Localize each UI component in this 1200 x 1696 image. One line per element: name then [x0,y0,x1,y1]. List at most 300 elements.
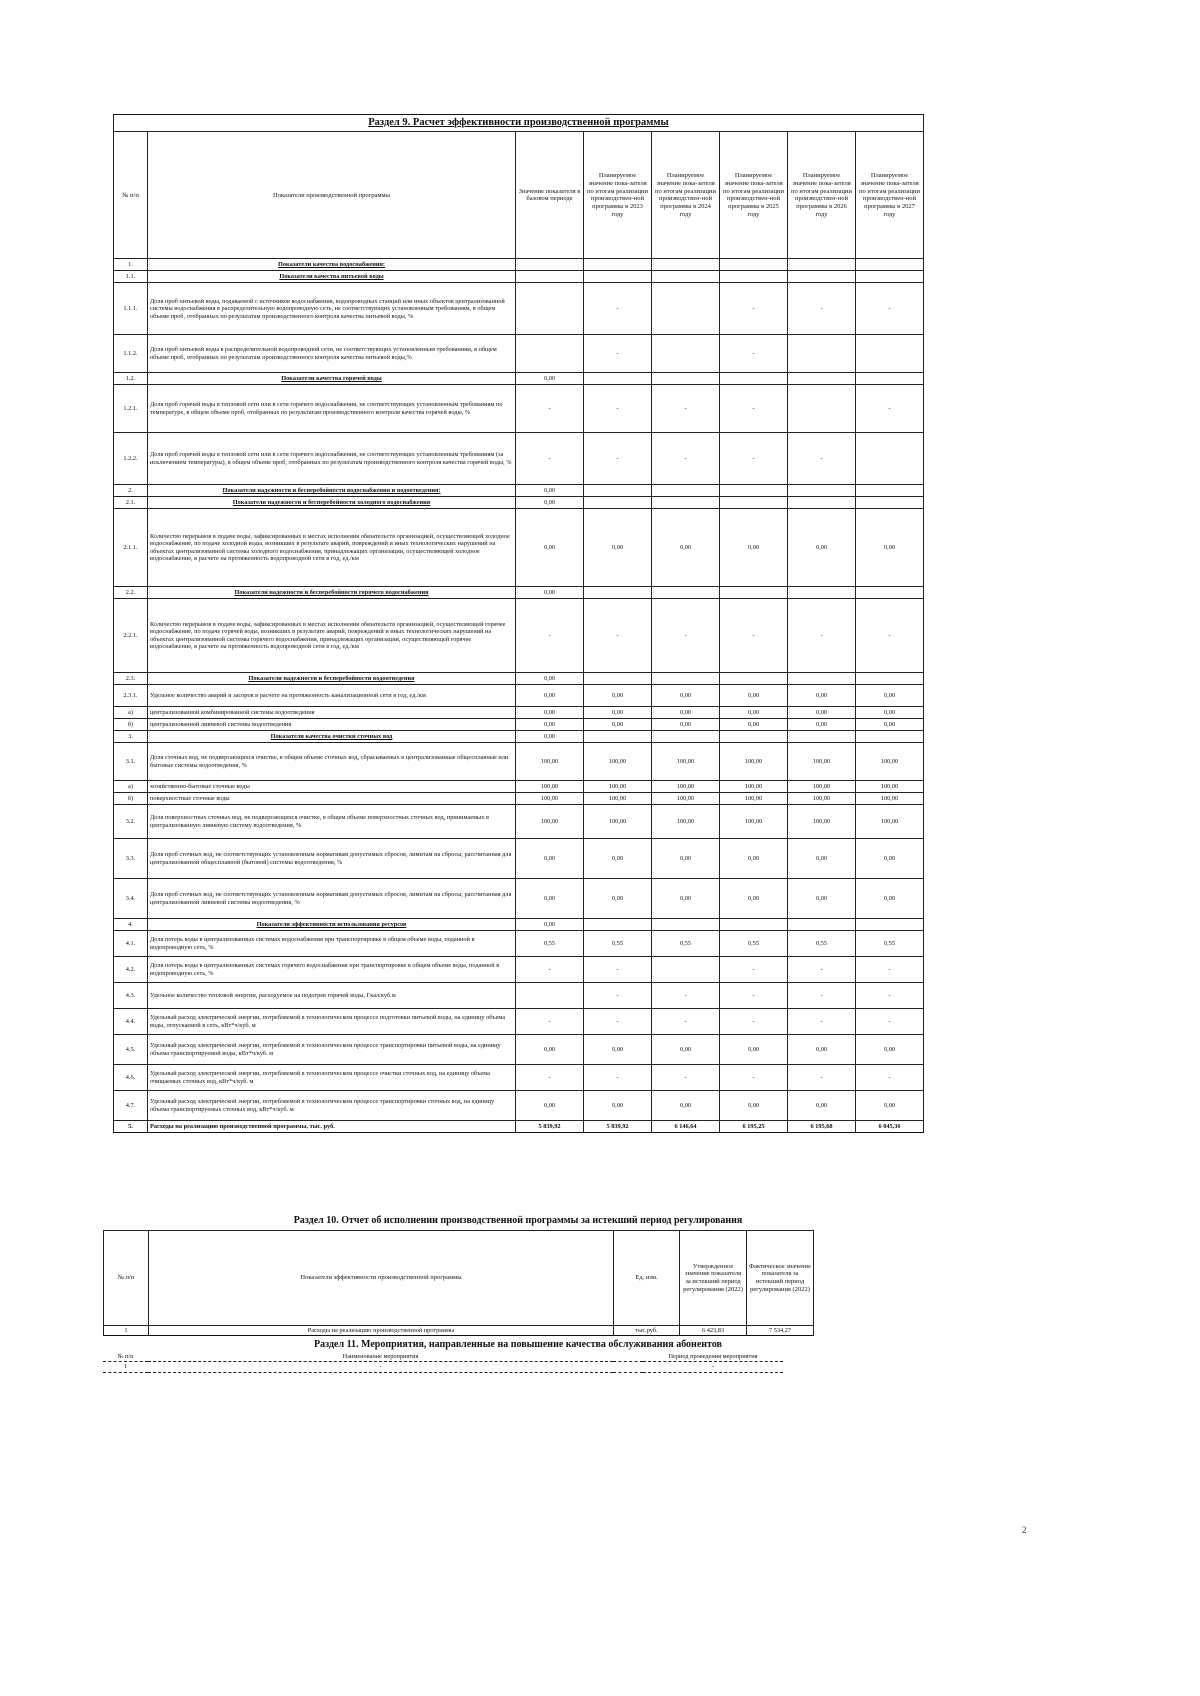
row-value: 0,00 [516,485,584,497]
table-row [114,879,924,919]
row-value: 0,00 [584,1091,652,1121]
row-value: 100,00 [856,743,924,781]
row-value: - [652,983,720,1009]
row-value: 100,00 [720,743,788,781]
table-row [114,743,924,781]
row-num: 1.1. [114,271,148,283]
row-value: 6 045,36 [856,1121,924,1133]
s10-row-num: 1 [104,1326,149,1336]
row-value: 0,00 [856,879,924,919]
row-name: Доля поверхностных сточных вод, не подвергающихся очистке, в общем объеме поверхностных сточных вод, принимаемых в централизованную ливневую систему водоотведения, % [148,805,516,839]
row-value: 0,00 [788,879,856,919]
s11-header-name: Наименование мероприятия [148,1352,613,1362]
row-value [720,673,788,685]
s11-row-num: 1 [103,1362,148,1372]
row-value: 0,55 [788,931,856,957]
row-value: 100,00 [584,793,652,805]
table-row [114,707,924,719]
row-name: Расходы на реализацию производственной программы, тыс. руб. [148,1121,516,1133]
s10-header-unit: Ед. изм. [614,1231,680,1326]
row-value: - [856,385,924,433]
row-value: 0,00 [856,1035,924,1065]
row-value: - [584,433,652,485]
s10-row-name: Расходы на реализацию производственной программы [149,1326,614,1336]
row-value [652,919,720,931]
s10-blank [814,1231,854,1326]
row-name: централизованной ливневой системы водоотведения [148,719,516,731]
row-value: - [652,599,720,673]
row-name: централизованной комбинированной системы водоотведения [148,707,516,719]
row-value [516,335,584,373]
row-value: - [788,983,856,1009]
row-value: 0,00 [856,707,924,719]
row-value: - [516,1065,584,1091]
header-num: № п/п [114,132,148,259]
row-name: Удельный расход электрической энергии, потребляемой в технологическом процессе подготовки питьевой воды, на единицу объема воды, отпускаемой в сеть, кВт*ч/куб. м [148,1009,516,1035]
row-value: 100,00 [856,793,924,805]
row-value [652,731,720,743]
row-value: 0,00 [516,719,584,731]
row-value: 0,00 [788,685,856,707]
row-value [856,259,924,271]
row-name: Удельный расход электрической энергии, потребляемой в технологическом процессе транспортировки питьевой воды, на единицу объема транспортируемой воды, кВт*ч/куб. м [148,1035,516,1065]
row-value [856,373,924,385]
header-base: Значение показателя в базовом периоде [516,132,584,259]
section10-table [103,1230,854,1336]
row-value: 100,00 [584,743,652,781]
row-value: - [652,385,720,433]
row-value: 0,00 [516,373,584,385]
row-value: 100,00 [652,793,720,805]
row-value: 0,00 [516,1091,584,1121]
row-value: - [788,957,856,983]
row-value [516,283,584,335]
table-row [114,599,924,673]
row-value [584,485,652,497]
row-value [856,731,924,743]
row-value [720,373,788,385]
table-row [103,1362,853,1372]
row-value: 100,00 [788,805,856,839]
row-value [652,957,720,983]
row-value: 0,00 [652,1035,720,1065]
row-value: 0,00 [720,707,788,719]
row-value: 0,00 [720,1035,788,1065]
row-name: Показатели надежности и бесперебойности водоснабжения и водоотведения: [148,485,516,497]
row-value: 100,00 [584,805,652,839]
section11-title: Раздел 11. Мероприятия, направленные на повышение качества обслуживания абонентов [314,1339,722,1350]
row-value: 100,00 [516,805,584,839]
row-value: 0,00 [788,707,856,719]
row-num: 5. [114,1121,148,1133]
s10-header-num: № п/п [104,1231,149,1326]
row-name: Показатели надежности и бесперебойности горячего водоснабжения [148,587,516,599]
row-num: 3.4. [114,879,148,919]
row-value: 100,00 [788,781,856,793]
row-value: 0,00 [516,509,584,587]
row-value: 100,00 [856,781,924,793]
row-value: - [584,335,652,373]
s11-row-period: - [643,1362,783,1372]
row-value: 100,00 [788,793,856,805]
row-value: 0,00 [584,707,652,719]
header-2025: Планируемое значение пока-зателя по итогам реализации производствен-ной программы в 2025 году [720,132,788,259]
row-name: Удельное количество аварий и засоров в расчете на протяженность канализационной сети в год, ед./км [148,685,516,707]
row-value: - [856,599,924,673]
row-value: 0,00 [788,509,856,587]
row-value [856,497,924,509]
row-value [652,485,720,497]
row-num: 2.1. [114,497,148,509]
row-value [516,259,584,271]
row-value: 0,00 [516,839,584,879]
s10-blank-cell [814,1326,854,1336]
row-value: 0,00 [856,685,924,707]
table-row [114,587,924,599]
row-value [720,485,788,497]
row-value: 0,00 [516,919,584,931]
header-2024: Планируемое значение пока-зателя по итогам реализации производствен-ной программы в 2024 году [652,132,720,259]
row-value: 0,00 [584,719,652,731]
row-value: - [584,385,652,433]
row-name: Доля проб сточных вод, не соответствующих установленным нормативам допустимых сбросов, лимитам на сбросы, рассчитанная для централизованной ливневой системы водоотведения, % [148,879,516,919]
s11-header-period: Период проведения мероприятия [643,1352,783,1362]
row-name: Доля проб питьевой воды, подаваемой с источников водоснабжения, водопроводных станций или иных объектов централизованной системы водоснабжения в распределительную водопроводную сеть, не соответствующих установленным требованиям, в общем объеме проб, отобранных по результатам производственного контроля качества питьевой воды, % [148,283,516,335]
row-value: 0,00 [652,879,720,919]
s10-header-approved: Утвержденное значение показателя за истекший период регулирования (2022) [680,1231,747,1326]
row-name: Количество перерывов в подаче воды, зафиксированных в местах исполнения обязательств организацией, осуществляющей холодное водоснабжение, по подаче холодной воды, возникших в результате аварий, повреждений и иных технологических нарушений на объектах централизованной системы холодного водоснабжения, принадлежащих организации, осуществляющей холодное водоснабжение, в расчете на протяженность водопроводной сети в год, ед./км [148,509,516,587]
row-num: 2. [114,485,148,497]
row-num: 1.1.1. [114,283,148,335]
row-value: 100,00 [856,805,924,839]
row-value: 0,00 [516,1035,584,1065]
table-row [114,1065,924,1091]
row-value: 0,00 [788,1091,856,1121]
table-row [114,1009,924,1035]
row-value: - [516,1009,584,1035]
row-name: хозяйственно-бытовые сточные воды [148,781,516,793]
row-value: 0,00 [516,731,584,743]
row-value: 5 839,92 [516,1121,584,1133]
row-value [584,373,652,385]
table-row [114,509,924,587]
s11-row-blank [783,1362,853,1372]
row-name: Удельный расход электрической энергии, потребляемой в технологическом процессе транспортировки сточных вод, на единицу объема транспортируемых сточных вод, кВт*ч/куб. м [148,1091,516,1121]
row-value: 0,55 [720,931,788,957]
row-value: - [584,599,652,673]
table-row [114,793,924,805]
row-value [788,497,856,509]
row-value [652,673,720,685]
row-value: 0,00 [652,509,720,587]
row-num: 4.3. [114,983,148,1009]
row-value [652,497,720,509]
row-value: 0,00 [788,1035,856,1065]
document-sheet [113,114,923,1371]
s10-row-unit: тыс.руб. [614,1326,680,1336]
row-value [652,271,720,283]
row-num: 2.2.1. [114,599,148,673]
row-value: 0,00 [584,839,652,879]
row-value [584,271,652,283]
row-value: 0,00 [720,509,788,587]
row-num: 4. [114,919,148,931]
row-value [584,497,652,509]
row-num: а) [114,781,148,793]
row-value: 0,55 [584,931,652,957]
row-name: Показатели качества горячей воды [148,373,516,385]
row-value: - [856,983,924,1009]
table-row [114,271,924,283]
row-name: Доля сточных вод, не подвергающихся очистке, в общем объеме сточных вод, сбрасываемых в централизованные общесплавные или бытовые системы водоотведения, % [148,743,516,781]
row-value: 0,00 [720,879,788,919]
row-num: 4.5. [114,1035,148,1065]
section9-title: Раздел 9. Расчет эффективности производственной программы [114,115,924,132]
row-name: Удельный расход электрической энергии, потребляемой в технологическом процессе очистки сточных вод, на единицу объема очищаемых сточных вод, кВт*ч/куб. м [148,1065,516,1091]
row-value: - [856,1065,924,1091]
row-value: 0,00 [584,509,652,587]
row-value: 100,00 [516,743,584,781]
s11-row-name: - [148,1362,613,1372]
row-num: 2.3. [114,673,148,685]
row-value: - [720,957,788,983]
row-num: 2.3.1. [114,685,148,707]
s10-header-name: Показатели эффективности производственной программы [149,1231,614,1326]
row-value [788,587,856,599]
row-value [652,587,720,599]
section10-title: Раздел 10. Отчет об исполнении производственной программы за истекший период регулирования [293,1215,743,1226]
table-row [114,259,924,271]
row-num: 1.2. [114,373,148,385]
row-value: - [856,957,924,983]
header-2027: Планируемое значение пока-зателя по итогам реализации производствен-ной программы в 2027 году [856,132,924,259]
row-name: Доля потерь воды в централизованных системах водоснабжения при транспортировке в общем объеме воды, поданной в водопроводную сеть, % [148,931,516,957]
row-value: 100,00 [788,743,856,781]
row-value: 0,55 [652,931,720,957]
table-row [114,839,924,879]
row-value: - [720,385,788,433]
row-value: 100,00 [720,805,788,839]
row-num: 4.2. [114,957,148,983]
row-value [516,983,584,1009]
row-value [720,259,788,271]
row-value [788,335,856,373]
row-value [516,271,584,283]
row-value: - [652,1009,720,1035]
s11-blank [783,1352,853,1362]
table-row [114,957,924,983]
row-value [652,373,720,385]
row-value: 6 195,68 [788,1121,856,1133]
row-name: Показатели качества очистки сточных вод [148,731,516,743]
row-value [720,919,788,931]
row-num: а) [114,707,148,719]
row-value: 100,00 [516,793,584,805]
row-num: 3. [114,731,148,743]
row-num: 3.2. [114,805,148,839]
row-name: Количество перерывов в подаче воды, зафиксированных в местах исполнения обязательств организацией, осуществляющей горячее водоснабжение, по подаче горячей воды, возникших в результате аварий, повреждений и иных технологических нарушений на объектах централизованной системы горячего водоснабжения, принадлежащих организации, осуществляющей горячее водоснабжение, в расчете на протяженность водопроводной сети в год, ед./км [148,599,516,673]
page-mark: 2 [1022,1525,1027,1535]
row-num: 1. [114,259,148,271]
row-value: - [584,957,652,983]
row-name: Удельное количество тепловой энергии, расходуемое на подогрев горячей воды, Гкал/куб.м [148,983,516,1009]
row-value: - [788,1065,856,1091]
row-name: Показатели эффективности использования ресурсов [148,919,516,931]
row-num: б) [114,793,148,805]
table-row [114,385,924,433]
row-value [788,385,856,433]
row-num: 4.7. [114,1091,148,1121]
row-num: 3.3. [114,839,148,879]
row-value [652,335,720,373]
row-num: 4.4. [114,1009,148,1035]
row-num: 2.2. [114,587,148,599]
header-name: Показатели производственной программы [148,132,516,259]
row-value [856,335,924,373]
row-value [788,373,856,385]
row-num: 1.2.1. [114,385,148,433]
row-value: 0,00 [516,673,584,685]
table-row [114,497,924,509]
row-value: 0,00 [856,509,924,587]
row-value: - [584,983,652,1009]
row-name: Показатели надежности и бесперебойности холодного водоснабжения [148,497,516,509]
row-value: 0,00 [584,879,652,919]
row-value [652,283,720,335]
row-value: - [720,599,788,673]
row-name: Доля потерь воды в централизованных системах горячего водоснабжения при транспортировке в общем объеме воды, поданной в водопроводную сеть, % [148,957,516,983]
s11-gap [613,1352,643,1362]
s11-row-gap [613,1362,643,1372]
row-value: 0,00 [584,685,652,707]
row-value: 100,00 [516,781,584,793]
row-value: 0,00 [788,719,856,731]
table-row [114,485,924,497]
table-row [114,433,924,485]
row-value: 0,00 [720,685,788,707]
header-2023: Планируемое значение пока-зателя по итогам реализации производствен-ной программы в 2023 году [584,132,652,259]
row-value: - [516,433,584,485]
row-value: - [788,283,856,335]
table-row [114,731,924,743]
table-row [114,1091,924,1121]
row-value: 0,00 [856,1091,924,1121]
row-value: 0,00 [720,839,788,879]
table-row [114,919,924,931]
row-value: 0,00 [720,1091,788,1121]
row-value: - [720,335,788,373]
row-value: 100,00 [720,781,788,793]
row-value [584,587,652,599]
row-value [584,731,652,743]
row-value: 0,00 [652,707,720,719]
table-row [114,805,924,839]
row-value: 100,00 [652,805,720,839]
table-row [114,781,924,793]
table-row [114,283,924,335]
row-value: 0,00 [720,719,788,731]
row-value: 6 146,64 [652,1121,720,1133]
row-value [856,587,924,599]
row-name: поверхностные сточные воды [148,793,516,805]
row-value: 0,00 [652,719,720,731]
row-value: 0,55 [856,931,924,957]
table-row [114,719,924,731]
header-2026: Планируемое значение пока-зателя по итогам реализации производствен-ной программы в 2026 году [788,132,856,259]
row-value: - [720,433,788,485]
row-value: 100,00 [652,743,720,781]
row-value: - [788,599,856,673]
table-row [114,1035,924,1065]
row-value: - [720,983,788,1009]
row-num: 1.2.2. [114,433,148,485]
row-value: 0,00 [516,685,584,707]
row-num: б) [114,719,148,731]
row-name: Доля проб горячей воды в тепловой сети или в сети горячего водоснабжения, не соответствующих установленным требованиям по температуре, в общем объеме проб, отобранных по результатам производственного контроля качества горячей воды, % [148,385,516,433]
row-value: 0,00 [788,839,856,879]
s11-header-num: № п/п [103,1352,148,1362]
row-value: - [720,1009,788,1035]
row-value: - [788,433,856,485]
row-value: - [584,283,652,335]
row-value: - [856,1009,924,1035]
table-row [104,1326,854,1336]
row-name: Показатели качества питьевой воды [148,271,516,283]
row-value [788,919,856,931]
row-value: 0,00 [516,587,584,599]
row-value [856,271,924,283]
row-value [584,259,652,271]
row-value: - [856,283,924,335]
s10-header-actual: Фактическое значение показателя за истекший период регулирования (2022) [747,1231,814,1326]
table-row [114,983,924,1009]
row-value [856,433,924,485]
row-value: - [652,1065,720,1091]
row-value [856,919,924,931]
row-value [584,673,652,685]
row-value: - [788,1009,856,1035]
s10-row-actual: 7 534,27 [747,1326,814,1336]
row-num: 1.1.2. [114,335,148,373]
row-value: 0,00 [584,1035,652,1065]
table-row [114,373,924,385]
row-value: 6 195,25 [720,1121,788,1133]
section9-table [113,114,924,1133]
row-value [788,731,856,743]
table-row [114,335,924,373]
row-value: 100,00 [584,781,652,793]
row-value: - [516,385,584,433]
table-row [114,1121,924,1133]
row-num: 3.1. [114,743,148,781]
row-value: 0,55 [516,931,584,957]
row-value: 0,00 [516,707,584,719]
row-name: Доля проб горячей воды в тепловой сети или в сети горячего водоснабжения, не соответствующих установленным требованиям (за исключением температуры), в общем объеме проб, отобранных по результатам производственного контроля качества горячей воды, % [148,433,516,485]
row-value [720,271,788,283]
row-value: 0,00 [856,839,924,879]
row-value [788,485,856,497]
row-value: - [720,1065,788,1091]
row-num: 2.1.1. [114,509,148,587]
row-value: 0,00 [856,719,924,731]
row-value: 0,00 [516,879,584,919]
row-value: - [516,599,584,673]
row-value [788,271,856,283]
row-value: 0,00 [652,1091,720,1121]
row-value: 0,00 [516,497,584,509]
row-value: 100,00 [720,793,788,805]
table-row [114,931,924,957]
